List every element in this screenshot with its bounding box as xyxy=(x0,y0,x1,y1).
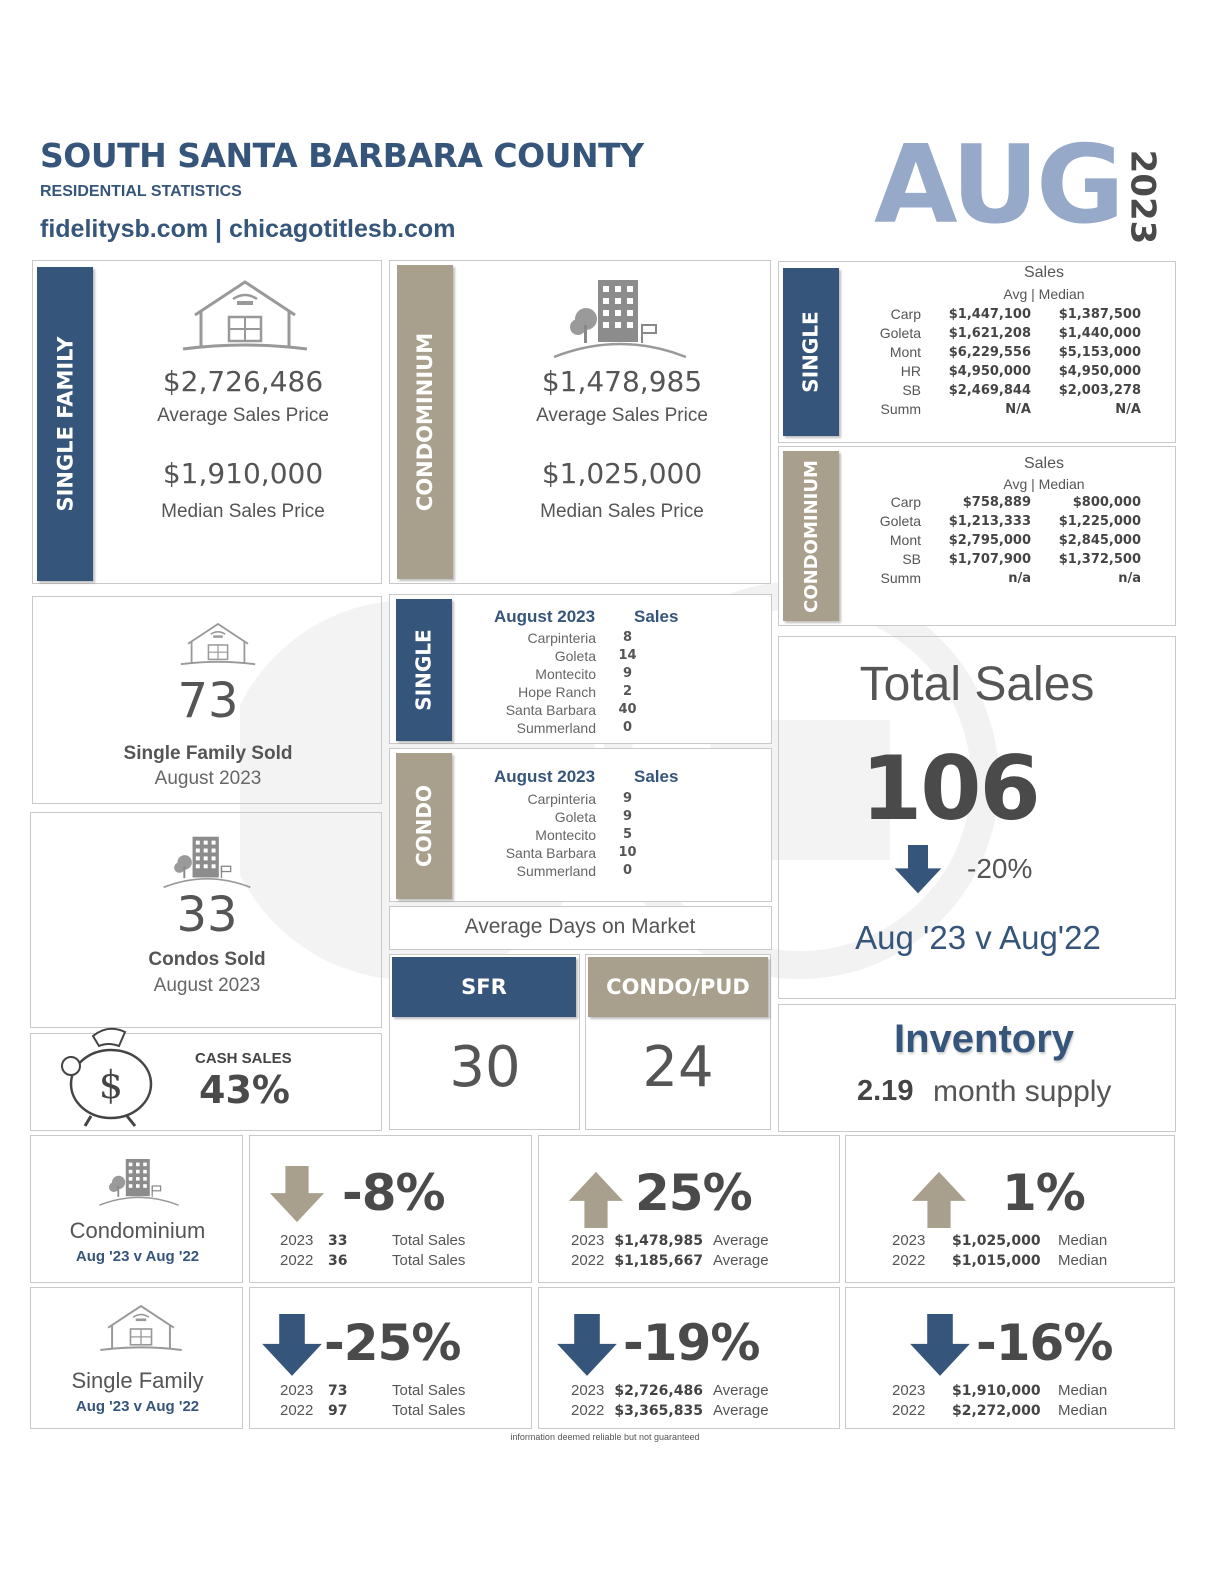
cash-sales-label: CASH SALES xyxy=(195,1050,292,1067)
single_sales_table-median-cell: $1,387,500 xyxy=(1058,307,1141,322)
single-sales-table-card xyxy=(778,261,1176,443)
condo_area_sales-sales-cell: 0 xyxy=(622,863,633,878)
single_area_sales-sales-cell: 0 xyxy=(622,720,633,735)
condo-sold-period: August 2023 xyxy=(153,975,261,996)
single-area-bar: SINGLE xyxy=(396,599,452,741)
condo_area_sales-area-cell: Summerland xyxy=(516,863,596,879)
single_sales_table-area-cell: HR xyxy=(900,363,921,379)
condo-sales-table xyxy=(845,493,1145,588)
sf-comparison-label-card xyxy=(30,1287,243,1429)
total-sales-period: Aug '23 v Aug'22 xyxy=(855,919,1101,956)
condo-sales-subheading: Avg | Median xyxy=(1003,476,1085,492)
condo_sales_table-avg-cell: $1,707,900 xyxy=(948,552,1031,567)
sf-median-change-card xyxy=(845,1287,1175,1429)
condo-average-compare-table: 2023 $1,478,985 Average 2022 $1,185,667 Average xyxy=(571,1232,769,1269)
total-sales-change: -20% xyxy=(967,853,1033,884)
table-row xyxy=(440,665,655,683)
house-icon xyxy=(95,1300,187,1358)
single-sales-bar: SINGLE xyxy=(783,268,839,436)
condo-sales-compare-table: 2023 33 Total Sales 2022 36 Total Sales xyxy=(280,1232,466,1269)
arrow-down-icon xyxy=(891,845,945,895)
condo-area-col2: Sales xyxy=(634,767,679,786)
single_sales_table-area-cell: SB xyxy=(902,382,921,398)
condo_sales_table-median-cell: $800,000 xyxy=(1072,495,1141,510)
table-row xyxy=(845,305,1145,324)
table-row xyxy=(440,683,655,701)
condo-median-compare-table: 2023 $1,025,000 Median 2022 $1,015,000 Median xyxy=(892,1232,1108,1269)
month-label: AUG xyxy=(874,123,1122,248)
days-on-market-title-box xyxy=(389,906,772,950)
single_sales_table-avg-cell: $2,469,844 xyxy=(948,383,1031,398)
single_sales_table-area-cell: Summ xyxy=(880,401,921,417)
single_sales_table-avg-cell: $1,447,100 xyxy=(948,307,1031,322)
total-sales-value: 106 xyxy=(861,737,1039,840)
condo_sales_table-median-cell: $1,372,500 xyxy=(1058,552,1141,567)
condo_area_sales-sales-cell: 9 xyxy=(622,791,633,806)
condo_sales_table-area-cell: SB xyxy=(902,551,921,567)
sf-avg-label: Average Sales Price xyxy=(157,405,329,426)
single_sales_table-median-cell: $2,003,278 xyxy=(1058,383,1141,398)
single_sales_table-area-cell: Mont xyxy=(889,344,921,360)
money-bag-icon xyxy=(53,1022,163,1128)
single_area_sales-sales-cell: 8 xyxy=(622,630,633,645)
building-icon xyxy=(550,275,690,365)
condo-median-change-card xyxy=(845,1135,1175,1283)
sf-sales-pct: -25% xyxy=(324,1314,461,1372)
single_sales_table-median-cell: $5,153,000 xyxy=(1058,345,1141,360)
sf-median-label: Median Sales Price xyxy=(161,501,325,522)
condo-card xyxy=(389,260,771,584)
single-area-col2: Sales xyxy=(634,607,679,626)
sfr-dom-value: 30 xyxy=(449,1035,521,1100)
single_area_sales-area-cell: Hope Ranch xyxy=(518,684,596,700)
condo-sales-heading: Sales xyxy=(1023,455,1065,472)
arrow-up-icon xyxy=(567,1168,625,1230)
arrow-down-icon xyxy=(268,1164,326,1226)
single_sales_table-avg-cell: $4,950,000 xyxy=(948,364,1031,379)
total-sales-title: Total Sales xyxy=(859,658,1095,711)
condo-median-pct: 1% xyxy=(1002,1164,1085,1222)
sf-sales-change-card xyxy=(249,1287,532,1429)
inventory-value: 2.19 xyxy=(857,1075,914,1107)
condo-comparison-period: Aug '23 v Aug '22 xyxy=(75,1248,200,1265)
single_area_sales-area-cell: Summerland xyxy=(516,720,596,736)
sf-sold-label: Single Family Sold xyxy=(123,743,293,764)
condo-sold-count: 33 xyxy=(176,887,238,943)
condo_area_sales-area-cell: Carpinteria xyxy=(527,791,596,807)
single-sales-heading: Sales xyxy=(1023,264,1065,281)
sf-sold-count: 73 xyxy=(177,673,239,729)
condo_sales_table-avg-cell: $2,795,000 xyxy=(948,533,1031,548)
inventory-card xyxy=(778,1004,1176,1132)
house-icon xyxy=(176,619,260,671)
condo_area_sales-area-cell: Santa Barbara xyxy=(505,845,596,861)
inventory-unit: month supply xyxy=(933,1075,1112,1108)
single_area_sales-area-cell: Montecito xyxy=(535,666,596,682)
table-row xyxy=(845,531,1145,550)
table-row xyxy=(440,647,655,665)
table-row xyxy=(845,343,1145,362)
condo_area_sales-area-cell: Montecito xyxy=(535,827,596,843)
condo-sold-label: Condos Sold xyxy=(148,949,266,970)
single_sales_table-area-cell: Carp xyxy=(890,306,921,322)
table-row xyxy=(845,381,1145,400)
sf-sales-compare-table: 2023 73 Total Sales 2022 97 Total Sales xyxy=(280,1382,466,1419)
condo_area_sales-sales-cell: 5 xyxy=(622,827,633,842)
condo_sales_table-area-cell: Summ xyxy=(880,570,921,586)
condo_sales_table-median-cell: n/a xyxy=(1118,571,1141,586)
sf-average-pct: -19% xyxy=(623,1314,760,1372)
condo_sales_table-area-cell: Mont xyxy=(889,532,921,548)
condo-sold-card xyxy=(30,812,382,1028)
condo-area-col1: August 2023 xyxy=(494,767,596,786)
arrow-up-icon xyxy=(910,1168,968,1230)
table-row xyxy=(440,629,655,647)
single_area_sales-area-cell: Santa Barbara xyxy=(505,702,596,718)
table-row xyxy=(845,569,1145,588)
table-row xyxy=(440,844,655,862)
condo_sales_table-avg-cell: $1,213,333 xyxy=(948,514,1031,529)
page-subtitle: RESIDENTIAL STATISTICS xyxy=(40,183,242,200)
building-icon xyxy=(97,1154,181,1212)
arrow-down-icon xyxy=(908,1314,972,1378)
condo_sales_table-median-cell: $1,225,000 xyxy=(1058,514,1141,529)
days-on-market-title: Average Days on Market xyxy=(464,915,696,938)
condo_area_sales-sales-cell: 10 xyxy=(618,845,637,860)
condo-avg-price: $1,478,985 xyxy=(541,365,703,398)
single_sales_table-area-cell: Goleta xyxy=(879,325,921,341)
sfr-dom-card xyxy=(389,954,580,1130)
single_sales_table-avg-cell: $6,229,556 xyxy=(948,345,1031,360)
condo_sales_table-median-cell: $2,845,000 xyxy=(1058,533,1141,548)
arrow-down-icon xyxy=(555,1314,619,1378)
condo_area_sales-area-cell: Goleta xyxy=(554,809,596,825)
cash-sales-value: 43% xyxy=(199,1068,290,1112)
single-area-sales-card xyxy=(389,594,772,744)
condo_sales_table-avg-cell: n/a xyxy=(1008,571,1031,586)
table-row xyxy=(440,701,655,719)
table-row xyxy=(440,808,655,826)
single_sales_table-median-cell: $4,950,000 xyxy=(1058,364,1141,379)
sf-median-price: $1,910,000 xyxy=(162,457,324,490)
condo-comparison-label-card xyxy=(30,1135,243,1283)
sf-average-compare-table: 2023 $2,726,486 Average 2022 $3,365,835 Average xyxy=(571,1382,769,1419)
table-row xyxy=(440,790,655,808)
svg-text:$: $ xyxy=(98,1063,124,1107)
single_sales_table-avg-cell: $1,621,208 xyxy=(948,326,1031,341)
cash-sales-card xyxy=(30,1033,382,1131)
condo_sales_table-area-cell: Goleta xyxy=(879,513,921,529)
year-label: 2023 xyxy=(1122,149,1163,245)
table-row xyxy=(440,862,655,880)
condo-avg-label: Average Sales Price xyxy=(536,405,708,426)
single_sales_table-median-cell: $1,440,000 xyxy=(1058,326,1141,341)
single_sales_table-avg-cell: N/A xyxy=(1005,402,1031,417)
sfr-dom-header: SFR xyxy=(392,957,576,1017)
sf-avg-price: $2,726,486 xyxy=(162,365,324,398)
sf-comparison-label: Single Family xyxy=(71,1368,204,1393)
condo-dom-value: 24 xyxy=(642,1035,714,1100)
condo_area_sales-sales-cell: 9 xyxy=(622,809,633,824)
single_area_sales-sales-cell: 14 xyxy=(618,648,637,663)
condo-bar: CONDOMINIUM xyxy=(397,265,453,579)
condo_sales_table-area-cell: Carp xyxy=(890,494,921,510)
single-family-card xyxy=(32,260,382,584)
table-row xyxy=(845,362,1145,381)
arrow-down-icon xyxy=(260,1314,324,1378)
condo-median-label: Median Sales Price xyxy=(540,501,704,522)
condo-average-change-card xyxy=(538,1135,840,1283)
page-title: SOUTH SANTA BARBARA COUNTY xyxy=(40,136,644,175)
condo-dom-card xyxy=(585,954,771,1130)
single-sales-subheading: Avg | Median xyxy=(1003,286,1085,302)
total-sales-card xyxy=(778,636,1176,999)
table-row xyxy=(845,512,1145,531)
table-row xyxy=(845,400,1145,419)
single_area_sales-area-cell: Carpinteria xyxy=(527,630,596,646)
single_area_sales-sales-cell: 40 xyxy=(618,702,637,717)
condo_sales_table-avg-cell: $758,889 xyxy=(962,495,1031,510)
condo-average-pct: 25% xyxy=(635,1164,752,1222)
condo-median-price: $1,025,000 xyxy=(541,457,703,490)
sf-sold-period: August 2023 xyxy=(154,768,262,789)
house-icon xyxy=(175,277,315,357)
single-area-table xyxy=(440,629,655,737)
condo-comparison-label: Condominium xyxy=(69,1218,206,1243)
sf-median-pct: -16% xyxy=(976,1314,1113,1372)
condo-area-sales-card xyxy=(389,748,772,902)
table-row xyxy=(440,719,655,737)
sf-average-change-card xyxy=(538,1287,840,1429)
table-row xyxy=(845,324,1145,343)
condo-sales-table-card xyxy=(778,446,1176,626)
single_area_sales-sales-cell: 2 xyxy=(622,684,633,699)
condo-area-table xyxy=(440,790,655,880)
sf-median-compare-table: 2023 $1,910,000 Median 2022 $2,272,000 Median xyxy=(892,1382,1108,1419)
condo-sales-change-card xyxy=(249,1135,532,1283)
single-area-col1: August 2023 xyxy=(494,607,596,626)
sf-comparison-period: Aug '23 v Aug '22 xyxy=(75,1398,200,1415)
single_sales_table-median-cell: N/A xyxy=(1115,402,1141,417)
building-icon xyxy=(161,833,253,893)
condo-sales-bar: CONDOMINIUM xyxy=(783,451,839,621)
sf-sold-card xyxy=(32,596,382,804)
table-row xyxy=(845,493,1145,512)
single-family-bar: SINGLE FAMILY xyxy=(37,267,93,581)
condo-sales-pct: -8% xyxy=(342,1164,445,1222)
condo-dom-header: CONDO/PUD xyxy=(588,957,768,1017)
disclaimer: information deemed reliable but not guaranteed xyxy=(510,1432,700,1442)
single_area_sales-area-cell: Goleta xyxy=(554,648,596,664)
table-row xyxy=(845,550,1145,569)
website-links[interactable]: fidelitysb.com | chicagotitlesb.com xyxy=(40,215,456,243)
table-row xyxy=(440,826,655,844)
condo-area-bar: CONDO xyxy=(396,753,452,899)
inventory-title: Inventory xyxy=(893,1017,1075,1061)
single-sales-table xyxy=(845,305,1145,419)
single_area_sales-sales-cell: 9 xyxy=(622,666,633,681)
